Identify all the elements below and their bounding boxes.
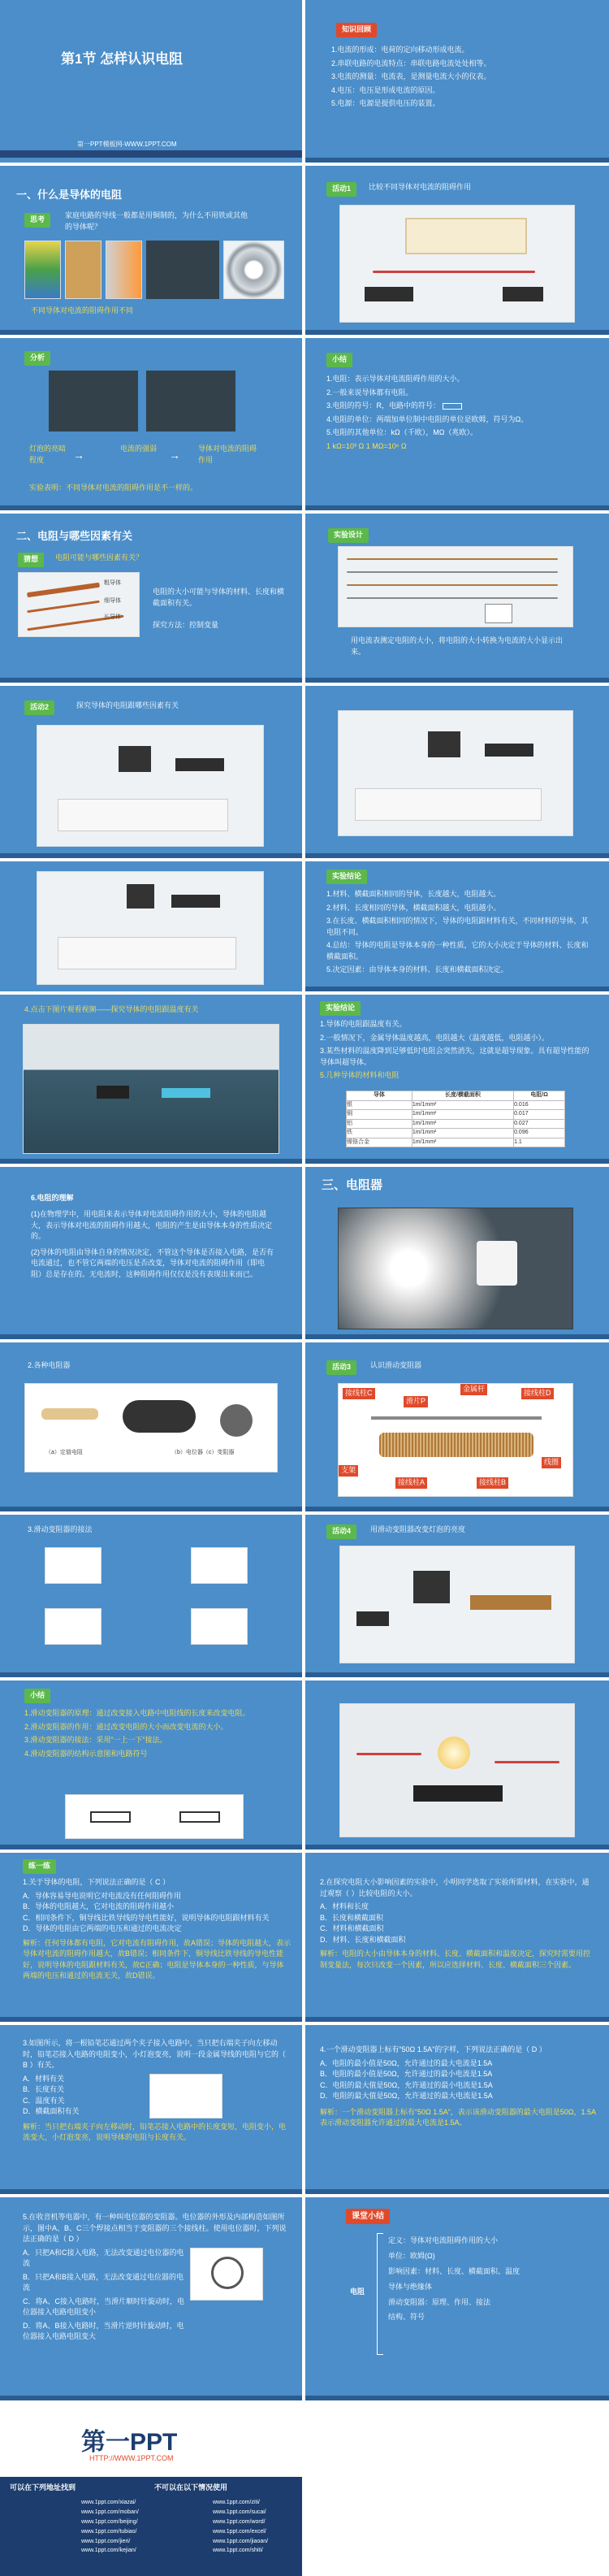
cable-photo <box>146 241 219 299</box>
metal-rod <box>371 1416 542 1420</box>
table-cell: 1m/1mm² <box>412 1129 513 1138</box>
think-question: 家庭电路的导线一般都是用铜制的，为什么不用铁或其他的导体呢？ <box>65 211 248 231</box>
table-cell: 铝 <box>347 1119 412 1129</box>
ad-links <box>81 2498 139 2556</box>
table-cell: 1m/1mm² <box>412 1119 513 1129</box>
slide-bottom <box>0 505 302 510</box>
flow-label: 导体对电流的阻碍作用 <box>198 445 257 464</box>
question-text: 1.关于导体的电阻，下列说法正确的是（ C ） <box>23 1878 171 1886</box>
table-cell: 1m/1mm² <box>412 1110 513 1120</box>
summary-line-text: 3.电阻的符号：R，电路中的符号： <box>326 401 441 410</box>
activity-text: 认识滑动变阻器 <box>370 1361 422 1369</box>
question-text: 3.如图所示，将一根铅笔芯通过两个夹子接入电路中，当只把右端夹子向左移动时，铅笔芯接入电路的电阻变小，小灯泡变亮，说明一段金属导线的电阻与它的（ B ）有关。 <box>23 2039 287 2069</box>
slide-video[interactable] <box>0 995 302 1164</box>
slide-understanding[interactable] <box>0 1167 302 1339</box>
wire-photo <box>106 241 142 299</box>
understanding-line: (2)导体的电阻由导体自身的情况决定，不管这个导体是否接入电路，是否有电流通过，也不管它两端的电压是否改变，导体对电流的阻碍作用（即电阻）总是存在的。无电流时，这种阻碍作用仅仅是没有表现出来而已。 <box>31 1247 274 1278</box>
rheostat-label: 金属杆 <box>460 1384 487 1395</box>
guess-line: 电阻的大小可能与导体的材料、长度和横截面积有关。 <box>153 588 285 607</box>
answer-explanation: 解析：任何导体都有电阻，它对电流有阻碍作用，故A错误；导体的电阻越大，表示导体对电流的阻碍作用越大，故B错误；相同条件下，铜导线比铁导线的导电性能好，说明导体的电阻跟材料有关，故C正确；电阻是导体本身的一种性质，与导体两端的电压和通过的电流无关，故D错误。 <box>23 1938 292 1980</box>
experiment-photo <box>339 205 575 323</box>
slide-activity4[interactable] <box>305 1515 609 1677</box>
connection-diagram <box>191 1608 248 1645</box>
slide-conclusion2[interactable] <box>305 995 609 1164</box>
wire-diagram <box>18 572 140 637</box>
slide-bottom <box>0 1672 302 1677</box>
rheostat-label: 接线柱B <box>477 1477 508 1489</box>
ammeter <box>428 731 460 757</box>
slide-bottom <box>305 2189 609 2194</box>
ad-link[interactable]: www.1ppt.com/word/ <box>213 2518 266 2525</box>
understanding-line: (1)在物理学中，用电阻来表示导体对电流阻碍作用的大小，导体的电阻越大，表示导体对电流的阻碍作用越大，电阻的产生是由导体本身的性质决定的。 <box>31 1210 273 1240</box>
review-lines <box>331 45 575 112</box>
slide-exercise4[interactable] <box>305 2025 609 2194</box>
bulb-bright-photo <box>49 371 138 432</box>
wire <box>495 1761 559 1763</box>
battery-box <box>365 287 413 301</box>
conclusion-tag: 实验结论 <box>326 870 367 884</box>
table-header: 电阻/Ω <box>514 1091 565 1101</box>
think-caption: 不同导体对电流的阻碍作用不同 <box>31 306 134 314</box>
experiment-photo <box>338 710 573 836</box>
ad-link[interactable]: www.1ppt.com/ziti/ <box>213 2500 260 2505</box>
option: B．长度和横截面积 <box>320 1913 384 1922</box>
conclusion-tag: 实验结论 <box>320 1001 361 1016</box>
slide-bottom <box>0 2017 302 2022</box>
flow-label: 电流的强弱 <box>120 445 158 453</box>
resistor-caption: （b）电位器（c）变阻器 <box>171 1450 235 1455</box>
option: C．温度有关 <box>23 2096 65 2105</box>
slide-bottom <box>0 1845 302 1850</box>
wire <box>347 571 558 573</box>
question-text: 4.一个滑动变阻器上标有“50Ω 1.5A”的字样，下列说法正确的是（ D ） <box>320 2045 546 2053</box>
ad-link[interactable]: www.1ppt.com/jieri/ <box>81 2538 131 2544</box>
table-header: 导体 <box>347 1091 412 1101</box>
apparatus <box>97 1086 129 1099</box>
guess-question: 电阻可能与哪些因素有关？ <box>55 553 144 562</box>
option: B．长度有关 <box>23 2085 65 2093</box>
review-tag: 知识回顾 <box>336 23 377 37</box>
review-line: 2.串联电路的电流特点：串联电路电流处处相等。 <box>331 59 491 67</box>
slide-bottom <box>0 678 302 683</box>
wire-board <box>58 937 236 969</box>
slide-bottom <box>305 2396 609 2400</box>
mindmap-item: 结构、符号 <box>388 2313 425 2322</box>
slide-activity1[interactable] <box>305 166 609 335</box>
slide-bottom <box>0 2396 302 2400</box>
flow-label: 灯泡的亮暗程度 <box>29 445 67 464</box>
slide-review[interactable] <box>305 0 609 163</box>
slide-bottom <box>305 678 609 683</box>
fixed-resistor <box>41 1408 98 1420</box>
summary-line: 1.电阻：表示导体对电流阻碍作用的大小。 <box>326 375 464 383</box>
question-block <box>23 2038 291 2146</box>
slide-title-text: 第1节 怎样认识电阻 <box>61 51 184 67</box>
ad-links-panel <box>0 2477 302 2576</box>
slide-bottom <box>305 1159 609 1164</box>
slide-activity3[interactable] <box>305 1342 609 1511</box>
review-line: 5.电源：电源是提供电压的装置。 <box>331 99 440 107</box>
video-title: 4.点击下图片观看视频——探究导体的电阻跟温度有关 <box>24 1005 199 1013</box>
think-tag: 思考 <box>24 213 50 228</box>
mindmap-item: 定义：导体对电流阻碍作用的大小 <box>388 2236 499 2244</box>
section-heading: 一、什么是导体的电阻 <box>16 189 123 201</box>
summary-line <box>326 401 594 412</box>
question-text: 2.在探究电阻大小影响因素的实验中，小明同学选取了实验所需材料，在实验中，通过观察（ ）比较电阻的大小。 <box>320 1878 590 1897</box>
connection-diagram <box>45 1547 102 1584</box>
class-summary-tag: 课堂小结 <box>346 2209 390 2224</box>
summary-line: 4.滑动变阻器的结构示意图和电路符号 <box>24 1749 148 1758</box>
conclusion-line: 5.几种导体的材料和电阻 <box>320 1071 400 1079</box>
slide-bottom <box>305 1507 609 1511</box>
rheostat-label: 线圈 <box>542 1457 561 1468</box>
summary-line: 2.一般来说导体都有电阻。 <box>326 388 413 397</box>
rheostat-label: 接线柱C <box>343 1388 375 1399</box>
site-text: 第一PPT模板网-WWW.1PPT.COM <box>77 141 177 148</box>
connection-diagram <box>45 1608 102 1645</box>
battery-box <box>175 758 224 771</box>
question-text: 5.在收音机等电器中，有一种叫电位器的变阻器。电位器的外形及内部构造如图所示，图中A、B、C三个焊接点相当于变阻器的三个接线柱。使用电位器时，下列说法正确的是（ D ） <box>23 2213 287 2243</box>
table-cell: 0.027 <box>514 1119 565 1129</box>
slide-title[interactable] <box>0 0 302 163</box>
ammeter <box>413 1571 450 1603</box>
ad-left-title: 可以在下列地址找到 <box>10 2483 76 2491</box>
coil-photo <box>223 241 284 299</box>
option: C．相同条件下，铜导线比铁导线的导电性能好，说明导体的电阻跟材料有关 <box>23 1913 270 1922</box>
table-cell: 铁 <box>347 1129 412 1138</box>
options-row <box>23 2074 291 2118</box>
option: D．横截面积有关 <box>23 2107 80 2115</box>
option: B．电阻的最小值是50Ω，允许通过的最小电流是1.5A <box>320 2070 493 2078</box>
answer-explanation: 解析：电阻的大小由导体本身的材料、长度、横截面积和温度决定，探究时需要用控制变量法，每次只改变一个因素，所以应选择材料、长度、横截面积三个因素。 <box>320 1949 591 1969</box>
flow-arrow: → <box>73 449 84 462</box>
slide-what-is-resistance[interactable] <box>0 166 302 335</box>
analysis-conclusion: 实验表明：不同导体对电流的阻碍作用是不一样的。 <box>29 484 198 492</box>
table-cell: 0.016 <box>514 1100 565 1110</box>
wire <box>373 271 535 273</box>
guess-lines <box>153 587 291 634</box>
resistor-symbol-icon <box>179 1811 220 1823</box>
conclusion-line: 2.材料、长度相同的导体，横截面积越大，电阻越小。 <box>326 903 501 912</box>
conclusion-line: 5.决定因素：由导体本身的材料、长度和横截面积决定。 <box>326 965 508 974</box>
slide-class-summary[interactable] <box>305 2197 609 2400</box>
wire-label: 细导体 <box>104 598 121 604</box>
table-cell: 1m/1mm² <box>412 1100 513 1110</box>
mindmap-brace <box>377 2233 383 2355</box>
ad-link[interactable]: www.1ppt.com/tubiao/ <box>81 2528 137 2535</box>
table-cell: 镍铬合金 <box>347 1138 412 1147</box>
ad-link[interactable]: www.1ppt.com/jiaoan/ <box>213 2538 269 2544</box>
resistor-caption: （a）定值电阻 <box>45 1450 83 1455</box>
potentiometer <box>220 1404 253 1437</box>
wire-photo <box>65 241 102 299</box>
wire-label: 长导体 <box>104 614 121 620</box>
activity-tag: 活动1 <box>326 182 356 197</box>
slide-conclusion1[interactable] <box>305 861 609 991</box>
experiment-photo <box>339 1546 575 1663</box>
question-block <box>320 2045 596 2131</box>
slide-bottom <box>0 853 302 858</box>
experiment-photo <box>37 725 264 847</box>
review-line: 3.电流的测量：电流表，是测量电流大小的仪表。 <box>331 72 491 80</box>
ad-link[interactable]: www.1ppt.com/kejian/ <box>81 2548 136 2554</box>
answer-explanation: 解析：一个滑动变阻器上标有“50Ω 1.5A”，表示该滑动变阻器的最大电阻是50Ω，1.5A表示滑动变阻器允许通过的最大电流是1.5A。 <box>320 2107 597 2127</box>
wire-label: 粗导体 <box>104 580 121 586</box>
answer-explanation: 解析：当只把右端夹子向左移动时，铅笔芯接入电路中的长度变短，电阻变小，电流变大，小灯泡变亮，说明导体的电阻与长度有关。 <box>23 2122 287 2141</box>
resistor-symbol-icon <box>90 1811 131 1823</box>
activity-tag: 活动3 <box>326 1360 356 1375</box>
slide-design[interactable] <box>305 514 609 683</box>
rheostat-label: 接线柱A <box>395 1477 427 1489</box>
slide-lamp-photo[interactable] <box>305 1680 609 1850</box>
ad-link[interactable]: www.1ppt.com/beijing/ <box>81 2518 138 2525</box>
summary-lines <box>24 1708 276 1762</box>
slide-exercise2[interactable] <box>305 1853 609 2022</box>
mindmap-root: 电阻 <box>350 2288 365 2296</box>
table-cell: 1.1 <box>514 1138 565 1147</box>
resistor-photo <box>24 1383 278 1472</box>
table-row <box>347 1138 565 1147</box>
wire <box>347 597 558 599</box>
resistors-title: 2.各种电阻器 <box>28 1361 71 1369</box>
summary-tag: 小结 <box>24 1689 50 1703</box>
option: C．电阻的最大值是50Ω，允许通过的最小电流是1.5A <box>320 2080 493 2089</box>
rheostat-label: 接线柱D <box>521 1388 554 1399</box>
summary-tag: 小结 <box>326 353 352 367</box>
table-header-row <box>347 1091 565 1101</box>
ammeter <box>127 884 154 909</box>
bulb-dim-photo <box>146 371 235 432</box>
potentiometer <box>211 2257 244 2289</box>
conclusion-line: 3.某些材料的温度降到足够低时电阻会突然消失，这就是超导现象。具有超导性能的导体叫超导体。 <box>320 1047 590 1066</box>
rheostat <box>123 1400 196 1433</box>
section-heading: 三、电阻器 <box>322 1178 383 1192</box>
slide-bottom <box>0 1334 302 1339</box>
activity-tag: 活动2 <box>24 700 54 715</box>
option: B．只把A和B接入电路，无法改变通过电位器的电流 <box>23 2272 184 2292</box>
section-heading: 二、电阻与哪些因素有关 <box>16 530 133 542</box>
slide-exercise5[interactable] <box>0 2197 302 2400</box>
slide-resistors[interactable] <box>0 1342 302 1511</box>
wire-photo <box>24 241 61 299</box>
slide-bottom <box>305 505 609 510</box>
battery-box <box>485 744 533 757</box>
analysis-tag: 分析 <box>24 351 50 366</box>
rheostat-photo <box>338 1383 573 1497</box>
slide-bottom <box>305 2017 609 2022</box>
potentiometer-diagram <box>190 2248 263 2301</box>
wire-board <box>355 788 542 821</box>
table-cell: 0.096 <box>514 1129 565 1138</box>
slide-analysis[interactable] <box>0 338 302 510</box>
options-col <box>23 2074 145 2118</box>
rheostat-label: 支架 <box>339 1465 358 1477</box>
bulb-base <box>356 1611 389 1626</box>
activity-text: 比较不同导体对电流的阻碍作用 <box>369 183 472 191</box>
thick-wire <box>27 583 100 597</box>
slide-bottom <box>305 158 609 163</box>
slide-summary2[interactable] <box>0 1680 302 1850</box>
slide-bottom <box>305 987 609 991</box>
resistor-symbol-icon <box>443 403 462 410</box>
option: D．电阻的最大值是50Ω，允许通过的最大电流是1.5A <box>320 2092 493 2100</box>
mindmap-items <box>388 2233 583 2325</box>
option: C．将A、C接入电路时，当滑片顺时针旋动时，电位器接入电路电阻变小 <box>23 2296 185 2316</box>
table-row <box>347 1119 565 1129</box>
option: D．将A、B接入电路时，当滑片逆时针旋动时，电位器接入电路电阻变大 <box>23 2321 184 2340</box>
connection-diagram <box>191 1547 248 1584</box>
wire <box>356 1753 421 1755</box>
option: B．导体的电阻越大，它对电流的阻碍作用越小 <box>23 1902 175 1910</box>
guess-tag: 猜想 <box>18 553 44 567</box>
conclusion-line: 4.总结：导体的电阻是导体本身的一种性质，它的大小决定于导体的材料、长度和横截面积。 <box>326 941 589 961</box>
wire-board <box>58 799 228 831</box>
brand-logo: 第一PPT <box>81 2429 178 2456</box>
table-cell: 铜 <box>347 1110 412 1120</box>
slide-bottom <box>0 1159 302 1164</box>
activity-text: 用滑动变阻器改变灯泡的亮度 <box>370 1525 466 1533</box>
summary-line: 1 kΩ=10³ Ω 1 MΩ=10⁶ Ω <box>326 441 407 450</box>
ad-link[interactable]: www.1ppt.com/shiti/ <box>213 2548 263 2554</box>
summary-line: 5.电阻的其他单位：kΩ（千欧），MΩ（兆欧）。 <box>326 428 477 436</box>
slide-experiment-photo[interactable] <box>305 686 609 858</box>
option: A．导体容易导电说明它对电流没有任何阻碍作用 <box>23 1891 182 1900</box>
review-line: 1.电流的形成：电荷的定向移动形成电流。 <box>331 46 469 54</box>
summary-line: 3.滑动变阻器的接法：采用“一上一下”接法。 <box>24 1736 167 1744</box>
table-row <box>347 1110 565 1120</box>
options-col <box>23 2248 185 2345</box>
slide-bottom <box>305 1334 609 1339</box>
apparatus <box>162 1088 210 1098</box>
option: D．材料、长度和横截面积 <box>320 1935 406 1944</box>
option: C．材料和横截面积 <box>320 1924 384 1932</box>
ad-link[interactable]: www.1ppt.com/xiazai/ <box>81 2500 136 2505</box>
board <box>405 218 527 254</box>
experiment-photo <box>37 871 264 985</box>
activity-tag: 活动4 <box>326 1524 356 1539</box>
ad-link[interactable]: www.1ppt.com/excel/ <box>213 2528 266 2535</box>
thin-wire <box>27 601 100 613</box>
conclusion-line: 1.导体的电阻跟温度有关。 <box>320 1020 407 1028</box>
lamp-photo <box>338 1208 573 1329</box>
option: A．电阻的最小值是50Ω，允许通过的最大电流是1.5A <box>320 2058 493 2067</box>
understanding-title: 6.电阻的理解 <box>31 1194 74 1202</box>
flow-arrow: → <box>169 449 180 462</box>
design-tag: 实验设计 <box>328 528 369 543</box>
ad-links <box>213 2498 268 2556</box>
summary-line: 1.滑动变阻器的原理：通过改变接入电路中电阻线的长度来改变电阻。 <box>24 1709 250 1717</box>
slide-bottom <box>0 1507 302 1511</box>
conclusion-lines <box>320 1019 596 1084</box>
summary-line: 2.滑动变阻器的作用：通过改变电阻的大小而改变电流的大小。 <box>24 1722 228 1731</box>
slide-bottom <box>305 1672 609 1677</box>
conclusion-line: 1.材料、横截面积相同的导体，长度越大，电阻越大。 <box>326 890 501 898</box>
slide-bottom <box>0 330 302 335</box>
slide-exercise3[interactable] <box>0 2025 302 2194</box>
apparatus-diagram <box>338 546 573 627</box>
table-cell: 0.017 <box>514 1110 565 1120</box>
slide-activity2[interactable] <box>0 686 302 858</box>
pencil-circuit-diagram <box>149 2074 222 2118</box>
rheostat <box>470 1595 551 1610</box>
review-line: 4.电压：电压是形成电流的原因。 <box>331 85 440 94</box>
ad-link[interactable]: www.1ppt.com/moban/ <box>81 2509 139 2515</box>
slide-factors[interactable] <box>0 514 302 683</box>
question-block <box>23 1877 291 1984</box>
slide-bottom <box>0 2189 302 2194</box>
ammeter <box>119 746 151 772</box>
activity-text: 探究导体的电阻跟哪些因素有关 <box>76 701 179 709</box>
material-table <box>346 1091 565 1147</box>
option: A．材料有关 <box>23 2074 65 2083</box>
question-block <box>320 1877 596 1973</box>
rheostat-symbol-diagram <box>65 1794 244 1839</box>
bulb-base <box>413 1785 503 1802</box>
wire <box>347 558 558 560</box>
table-cell: 银 <box>347 1100 412 1110</box>
mindmap-item: 滑动变阻器：原理、作用、接法 <box>388 2297 491 2306</box>
title-bar <box>0 150 302 158</box>
slide-ad[interactable] <box>0 2404 302 2576</box>
ad-link[interactable]: www.1ppt.com/sucai/ <box>213 2509 266 2515</box>
option: A．材料和长度 <box>320 1902 369 1910</box>
slide-experiment-photo-2[interactable] <box>0 861 302 991</box>
table-cell: 1m/1mm² <box>412 1138 513 1147</box>
understanding-lines <box>31 1209 274 1282</box>
table-row <box>347 1100 565 1110</box>
dimmer-switch <box>477 1241 517 1286</box>
option: D．导体的电阻由它两端的电压和通过的电流决定 <box>23 1924 182 1932</box>
wire <box>347 584 558 586</box>
exercise-tag: 练一练 <box>23 1859 56 1874</box>
slide-summary1[interactable] <box>305 338 609 510</box>
conclusion-line: 3.在长度、横截面积相同的情况下，导体的电阻跟材料有关，不同材料的导体，其电阻不同。 <box>326 917 589 936</box>
summary-lines <box>326 374 594 454</box>
coil <box>379 1433 533 1457</box>
question-block <box>23 2212 291 2345</box>
rheostat-label: 滑片P <box>404 1396 428 1407</box>
summary-line: 4.电阻的单位：两端加单位制中电阻的单位是欧姆，符号为Ω。 <box>326 414 529 423</box>
video-thumbnail[interactable] <box>23 1024 279 1154</box>
table-row <box>347 1129 565 1138</box>
experiment-photo <box>339 1703 575 1837</box>
brand-url: HTTP://WWW.1PPT.COM <box>89 2454 174 2462</box>
ad-right-title: 不可以在以下情况使用 <box>154 2483 228 2491</box>
slide-resistor-section[interactable] <box>305 1167 609 1339</box>
slide-bottom <box>305 1845 609 1850</box>
mindmap-item: 影响因素：材料、长度、横截面积、温度 <box>388 2266 520 2275</box>
slide-exercise1[interactable] <box>0 1853 302 2022</box>
conclusion-lines <box>326 889 594 978</box>
table-header: 长度/横截面积 <box>412 1091 513 1101</box>
bulb <box>438 1737 470 1769</box>
design-text: 用电流表测定电阻的大小，将电阻的大小转换为电流的大小显示出来。 <box>351 636 564 656</box>
slide-bottom <box>305 853 609 858</box>
bulb-base <box>503 287 543 301</box>
mindmap-item: 导体与绝缘体 <box>388 2282 433 2291</box>
slide-bottom <box>305 330 609 335</box>
connections-title: 3.滑动变阻器的接法 <box>28 1525 93 1533</box>
options-row <box>23 2248 291 2345</box>
ammeter <box>485 604 512 623</box>
mindmap-item: 单位：欧姆(Ω) <box>388 2251 435 2260</box>
option: A．只把A和C接入电路，无法改变通过电位器的电流 <box>23 2248 184 2267</box>
slide-rheostat-connections[interactable] <box>0 1515 302 1677</box>
battery-box <box>171 895 220 908</box>
guess-line: 探究方法：控制变量 <box>153 621 219 629</box>
conclusion-line: 2.一般情况下，金属导体温度越高，电阻越大（温度越低，电阻越小）。 <box>320 1033 550 1042</box>
